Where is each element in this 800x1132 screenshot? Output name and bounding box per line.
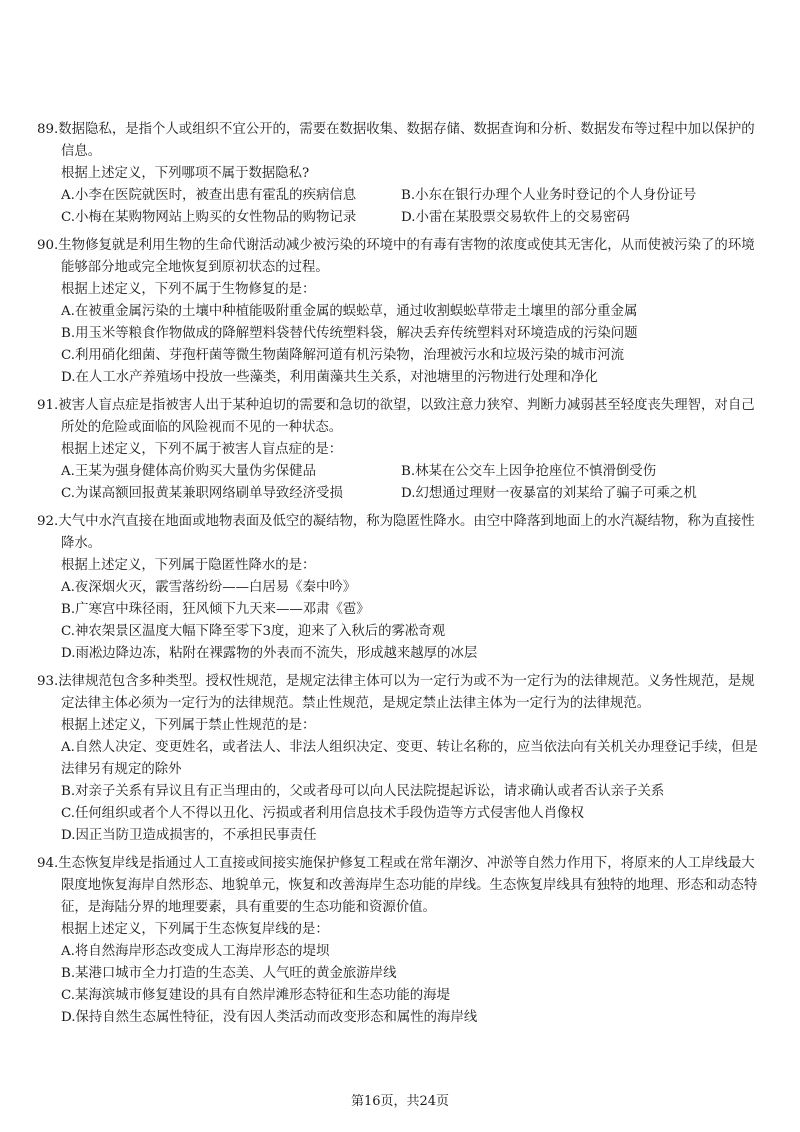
option-a: A.在被重金属污染的土壤中种植能吸附重金属的蜈蚣草，通过收割蜈蚣草带走土壤里的部分重金属 bbox=[61, 304, 638, 319]
options bbox=[37, 461, 765, 505]
option-a: A.王某为强身健体高价购买大量伪劣保健品 bbox=[61, 464, 316, 479]
questions-container bbox=[37, 119, 765, 1035]
question-stem: 94.生态恢复岸线是指通过人工直接或间接实施保护修复工程或在常年潮汐、冲淤等自然力作用下，将原来的人工岸线最大限度地恢复海岸自然形态、地貌单元，恢复和改善海岸生态功能的岸线。生态恢复岸线具有独特的地理、形态和动态特征，是海陆分界的地理要素，具有重要的生态功能和资源价值。 bbox=[37, 856, 758, 915]
option-b: B.用玉米等粮食作物做成的降解塑料袋替代传统塑料袋，解决丢弃传统塑料对环境造成的污染问题 bbox=[61, 326, 638, 341]
option-b: B.某港口城市全力打造的生态美、人气旺的黄金旅游岸线 bbox=[61, 966, 397, 981]
question-89 bbox=[37, 119, 765, 229]
option-d: D.雨凇边降边冻，粘附在裸露物的外表而不流失，形成越来越厚的冰层 bbox=[61, 646, 478, 661]
question-prompt: 根据上述定义，下列属于禁止性规范的是： bbox=[61, 718, 316, 733]
option-b: B.林某在公交车上因争抢座位不慎滑倒受伤 bbox=[401, 464, 657, 479]
option-d: D.因正当防卫造成损害的，不承担民事责任 bbox=[61, 828, 317, 843]
options bbox=[37, 737, 765, 847]
question-stem: 91.被害人盲点症是指被害人出于某种迫切的需要和急切的欲望，以致注意力狭窄、判断力减弱甚至轻度丧失理智，对自己所处的危险或面临的风险视而不见的一种状态。 bbox=[37, 398, 755, 435]
question-stem: 89.数据隐私，是指个人或组织不宜公开的，需要在数据收集、数据存储、数据查询和分析、数据发布等过程中加以保护的信息。 bbox=[37, 122, 755, 159]
question-94 bbox=[37, 853, 765, 1029]
option-a: A.夜深烟火灭，霰雪落纷纷——白居易《秦中吟》 bbox=[61, 580, 357, 595]
question-90 bbox=[37, 235, 765, 389]
option-c: C.任何组织或者个人不得以丑化、污损或者利用信息技术手段伪造等方式侵害他人肖像权 bbox=[61, 806, 584, 821]
question-prompt: 根据上述定义，下列不属于生物修复的是： bbox=[61, 282, 316, 297]
option-d: D.幻想通过理财一夜暴富的刘某给了骗子可乘之机 bbox=[401, 486, 697, 501]
option-c: C.某海滨城市修复建设的具有自然岸滩形态特征和生态功能的海堤 bbox=[61, 988, 450, 1003]
question-93 bbox=[37, 671, 765, 847]
option-a: A.自然人决定、变更姓名，或者法人、非法人组织决定、变更、转让名称的，应当依法向有关机关办理登记手续，但是法律另有规定的除外 bbox=[61, 740, 758, 777]
question-stem: 93.法律规范包含多种类型。授权性规范，是规定法律主体可以为一定行为或不为一定行为的法律规范。义务性规范，是规定法律主体必须为一定行为的法律规范。禁止性规范，是规定禁止法律主体为一定行为的法律规范。 bbox=[37, 674, 755, 711]
option-c: C.小梅在某购物网站上购买的女性物品的购物记录 bbox=[61, 210, 357, 225]
options bbox=[37, 577, 765, 665]
option-b: B.对亲子关系有异议且有正当理由的，父或者母可以向人民法院提起诉讼，请求确认或者否认亲子关系 bbox=[61, 784, 665, 799]
question-91 bbox=[37, 395, 765, 505]
question-stem: 92.大气中水汽直接在地面或地物表面及低空的凝结物，称为隐匿性降水。由空中降落到地面上的水汽凝结物，称为直接性降水。 bbox=[37, 514, 755, 551]
option-c: C.神农架景区温度大幅下降至零下3度，迎来了入秋后的雾凇奇观 bbox=[61, 624, 446, 639]
options bbox=[37, 941, 765, 1029]
option-a: A.小李在医院就医时，被查出患有霍乱的疾病信息 bbox=[61, 188, 357, 203]
options bbox=[37, 185, 765, 229]
option-d: D.保持自然生态属性特征，没有因人类活动而改变形态和属性的海岸线 bbox=[61, 1010, 478, 1025]
option-c: C.为谋高额回报黄某兼职网络刷单导致经济受损 bbox=[61, 486, 343, 501]
question-92 bbox=[37, 511, 765, 665]
question-prompt: 根据上述定义，下列哪项不属于数据隐私? bbox=[61, 166, 310, 181]
options bbox=[37, 301, 765, 389]
question-stem: 90.生物修复就是利用生物的生命代谢活动减少被污染的环境中的有毒有害物的浓度或使其无害化，从而使被污染了的环境能够部分地或完全地恢复到原初状态的过程。 bbox=[37, 238, 755, 275]
question-prompt: 根据上述定义，下列属于生态恢复岸线的是： bbox=[61, 922, 329, 937]
question-prompt: 根据上述定义，下列属于隐匿性降水的是： bbox=[61, 558, 316, 573]
option-a: A.将自然海岸形态改变成人工海岸形态的堤坝 bbox=[61, 944, 330, 959]
option-b: B.小东在银行办理个人业务时登记的个人身份证号 bbox=[401, 188, 697, 203]
option-d: D.小雷在某股票交易软件上的交易密码 bbox=[401, 210, 630, 225]
option-b: B.广寒宫中珠径雨，狂风倾下九天来——邓肃《雹》 bbox=[61, 602, 370, 617]
question-prompt: 根据上述定义，下列不属于被害人盲点症的是： bbox=[61, 442, 343, 457]
option-d: D.在人工水产养殖场中投放一些藻类，利用菌藻共生关系，对池塘里的污物进行处理和净化 bbox=[61, 370, 598, 385]
option-c: C.利用硝化细菌、芽孢杆菌等微生物菌降解河道有机污染物，治理被污水和垃圾污染的城市河流 bbox=[61, 348, 625, 363]
page-number: 第16页，共24页 bbox=[350, 1094, 450, 1109]
